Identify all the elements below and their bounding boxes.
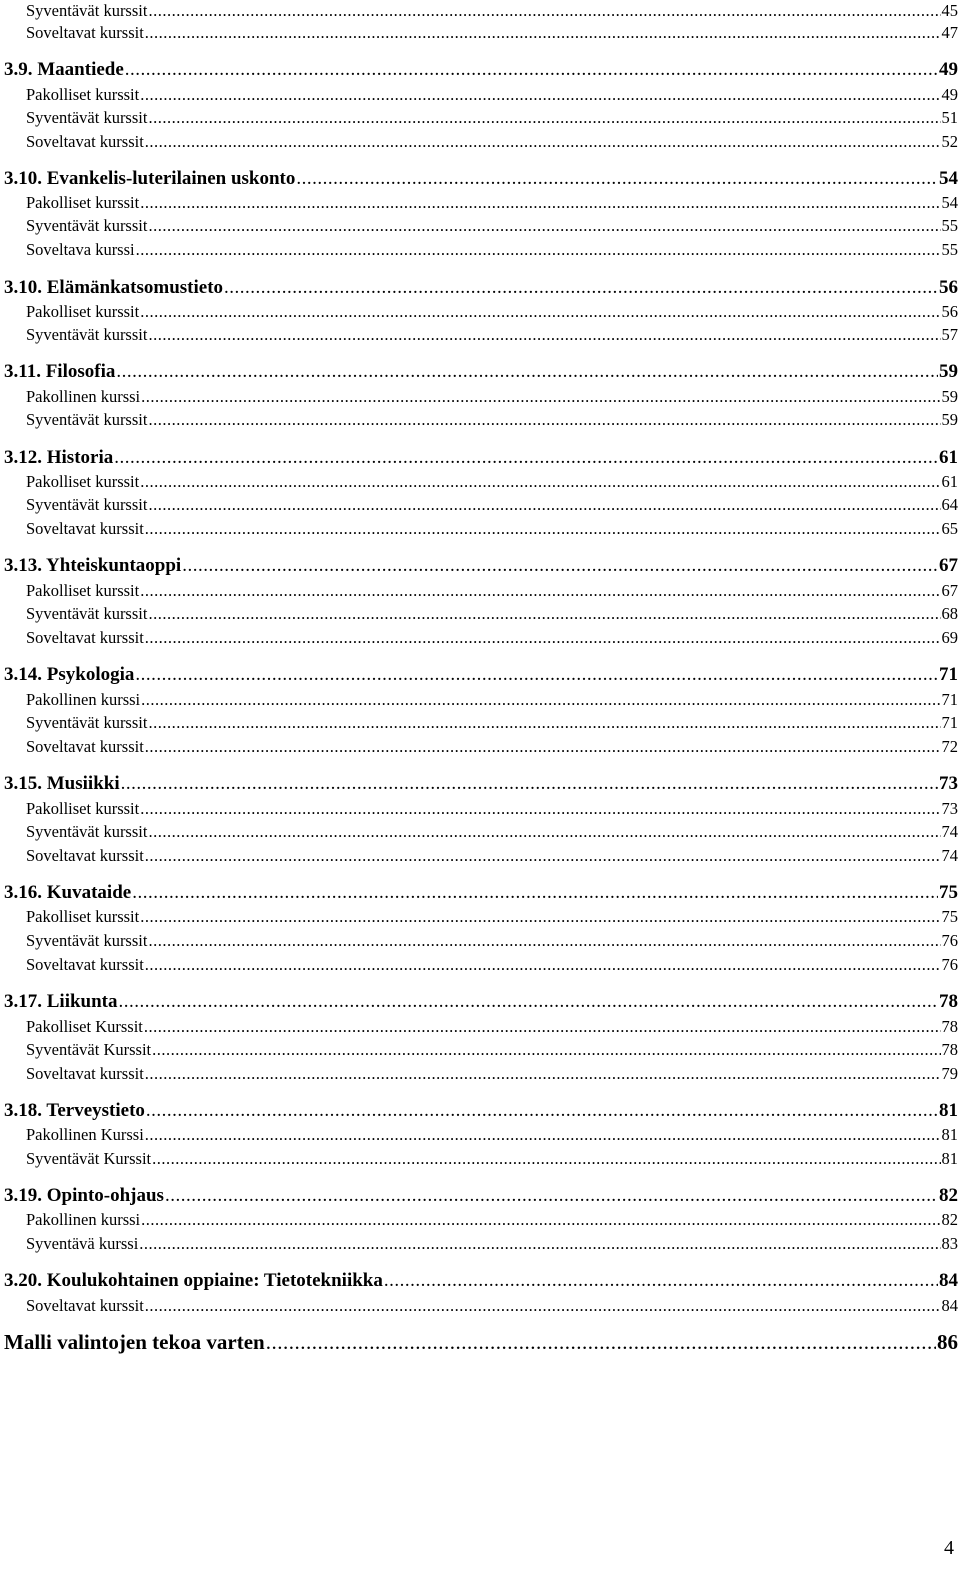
toc-entry-label: Malli valintojen tekoa varten [4, 1330, 265, 1354]
toc-section-entry[interactable] [4, 1268, 958, 1294]
toc-subentry[interactable] [26, 1148, 958, 1170]
toc-entry-page: 49 [941, 85, 958, 104]
dot-leader [182, 553, 938, 579]
toc-entry-label: Soveltavat kurssit [26, 132, 144, 151]
dot-leader [132, 880, 938, 906]
dot-leader [148, 930, 940, 952]
dot-leader [148, 603, 940, 625]
toc-entry-label: Pakolliset kurssit [26, 472, 140, 491]
toc-entry-label: Pakolliset kurssit [26, 799, 140, 818]
dot-leader [121, 771, 938, 797]
toc-entry-page: 56 [939, 277, 958, 298]
toc-entry-label: Syventävät kurssit [26, 713, 148, 732]
toc-entry-label: Syventävät kurssit [26, 931, 148, 950]
dot-leader [145, 954, 941, 976]
toc-entry-page: 57 [941, 325, 958, 344]
toc-entry-page: 49 [939, 59, 958, 80]
toc-subentry[interactable] [26, 798, 958, 820]
dot-leader [145, 22, 941, 44]
toc-subentry[interactable] [26, 1063, 958, 1085]
toc-subentry[interactable] [26, 627, 958, 649]
toc-subentry[interactable] [26, 1209, 958, 1231]
dot-leader [140, 301, 940, 323]
toc-entry-page: 59 [941, 387, 958, 406]
dot-leader [144, 1016, 941, 1038]
toc-subentry[interactable] [26, 131, 958, 153]
toc-entry-page: 81 [941, 1125, 958, 1144]
toc-entry-label: 3.15. Musiikki [4, 773, 120, 794]
dot-leader [135, 662, 938, 688]
toc-entry-label: Syventävät kurssit [26, 1, 148, 20]
toc-entry-label: Syventävät kurssit [26, 822, 148, 841]
toc-subentry[interactable] [26, 603, 958, 625]
toc-subentry[interactable] [26, 821, 958, 843]
toc-entry-page: 86 [937, 1330, 958, 1354]
dot-leader [152, 1148, 940, 1170]
toc-entry-label: Pakolliset Kurssit [26, 1017, 143, 1036]
toc-entry-page: 69 [941, 628, 958, 647]
dot-leader [384, 1268, 938, 1294]
toc-entry-label: Pakolliset kurssit [26, 302, 140, 321]
toc-subentry[interactable] [26, 845, 958, 867]
toc-entry-page: 78 [941, 1017, 958, 1036]
toc-entry-label: 3.14. Psykologia [4, 664, 135, 685]
dot-leader [140, 580, 940, 602]
toc-entry-page: 65 [941, 519, 958, 538]
toc-entry-label: Soveltavat kurssit [26, 737, 144, 756]
toc-entry-page: 67 [939, 555, 958, 576]
toc-entry-label: Syventävät Kurssit [26, 1149, 152, 1168]
toc-entry-page: 84 [939, 1270, 958, 1291]
dot-leader [145, 518, 941, 540]
toc-entry-page: 73 [939, 773, 958, 794]
toc-entry-page: 81 [939, 1100, 958, 1121]
dot-leader [266, 1328, 936, 1356]
toc-subentry[interactable] [26, 1124, 958, 1146]
toc-subentry[interactable] [26, 1039, 958, 1061]
toc-entry-label: Soveltavat kurssit [26, 955, 144, 974]
dot-leader [152, 1039, 940, 1061]
toc-entry-label: Pakolliset kurssit [26, 85, 140, 104]
toc-entry-page: 83 [941, 1234, 958, 1253]
toc-entry-page: 47 [941, 23, 958, 42]
dot-leader [140, 192, 940, 214]
toc-entry-page: 55 [941, 240, 958, 259]
dot-leader [140, 471, 940, 493]
toc-subentry[interactable] [26, 409, 958, 431]
toc-entry-page: 51 [941, 108, 958, 127]
toc-entry-label: Syventävät kurssit [26, 325, 148, 344]
toc-entry-label: Syventävä kurssi [26, 1234, 139, 1253]
toc-subentry[interactable] [26, 386, 958, 408]
toc-entry-label: 3.18. Terveystieto [4, 1100, 145, 1121]
toc-section-entry[interactable] [4, 880, 958, 906]
dot-leader [140, 798, 940, 820]
toc-entry-label: Pakollinen Kurssi [26, 1125, 144, 1144]
dot-leader [148, 494, 940, 516]
toc-subentry[interactable] [26, 906, 958, 928]
dot-leader [148, 107, 940, 129]
toc-section-entry[interactable] [4, 445, 958, 471]
toc-subentry[interactable] [26, 215, 958, 237]
toc-entry-label: Soveltavat kurssit [26, 1296, 144, 1315]
dot-leader [224, 275, 938, 301]
toc-entry-label: Pakollinen kurssi [26, 387, 141, 406]
toc-entry-label: Syventävät kurssit [26, 108, 148, 127]
toc-section-entry[interactable] [4, 57, 958, 83]
toc-entry-page: 75 [941, 907, 958, 926]
toc-section-entry[interactable] [4, 1098, 958, 1124]
toc-entry-page: 74 [941, 846, 958, 865]
toc-section-entry[interactable] [4, 359, 958, 385]
toc-entry-label: Pakolliset kurssit [26, 581, 140, 600]
toc-entry-label: 3.9. Maantiede [4, 59, 124, 80]
toc-section-entry[interactable] [4, 662, 958, 688]
toc-entry-page: 56 [941, 302, 958, 321]
toc-entry-page: 79 [941, 1064, 958, 1083]
dot-leader [119, 989, 938, 1015]
dot-leader [148, 712, 940, 734]
toc-chapter-entry[interactable] [4, 1328, 958, 1356]
toc-entry-label: Pakolliset kurssit [26, 193, 140, 212]
dot-leader [145, 627, 941, 649]
toc-entry-label: 3.17. Liikunta [4, 991, 118, 1012]
toc-subentry[interactable] [26, 0, 958, 22]
toc-entry-label: Pakollinen kurssi [26, 1210, 141, 1229]
toc-entry-page: 76 [941, 955, 958, 974]
toc-entry-page: 76 [941, 931, 958, 950]
dot-leader [145, 1063, 941, 1085]
dot-leader [148, 0, 940, 22]
toc-entry-page: 78 [939, 991, 958, 1012]
toc-entry-page: 59 [939, 361, 958, 382]
toc-subentry[interactable] [26, 518, 958, 540]
dot-leader [148, 324, 940, 346]
toc-entry-page: 67 [941, 581, 958, 600]
toc-entry-page: 45 [941, 1, 958, 20]
dot-leader [148, 821, 940, 843]
dot-leader [125, 57, 938, 83]
toc-entry-label: 3.19. Opinto-ohjaus [4, 1185, 164, 1206]
toc-subentry[interactable] [26, 471, 958, 493]
dot-leader [141, 386, 940, 408]
toc-subentry[interactable] [26, 1233, 958, 1255]
toc-subentry[interactable] [26, 301, 958, 323]
page-number: 4 [944, 1537, 954, 1559]
dot-leader [146, 1098, 938, 1124]
toc-entry-page: 68 [941, 604, 958, 623]
toc-subentry[interactable] [26, 580, 958, 602]
toc-subentry[interactable] [26, 324, 958, 346]
toc-entry-label: 3.20. Koulukohtainen oppiaine: Tietotekniikka [4, 1270, 383, 1291]
toc-entry-label: Soveltavat kurssit [26, 846, 144, 865]
toc-entry-page: 54 [939, 168, 958, 189]
toc-entry-label: Soveltavat kurssit [26, 23, 144, 42]
toc-entry-page: 72 [941, 737, 958, 756]
dot-leader [114, 445, 938, 471]
toc-entry-label: 3.13. Yhteiskuntaoppi [4, 555, 182, 576]
toc-section-entry[interactable] [4, 771, 958, 797]
toc-entry-label: Syventävät kurssit [26, 410, 148, 429]
toc-subentry[interactable] [26, 712, 958, 734]
toc-entry-page: 71 [939, 664, 958, 685]
toc-entry-page: 81 [941, 1149, 958, 1168]
toc-section-entry[interactable] [4, 989, 958, 1015]
toc-entry-label: Soveltavat kurssit [26, 1064, 144, 1083]
toc-section-entry[interactable] [4, 166, 958, 192]
toc-entry-page: 82 [941, 1210, 958, 1229]
toc-entry-page: 55 [941, 216, 958, 235]
dot-leader [145, 131, 941, 153]
toc-entry-page: 75 [939, 882, 958, 903]
toc-entry-label: Soveltavat kurssit [26, 519, 144, 538]
toc-entry-page: 54 [941, 193, 958, 212]
toc-entry-page: 71 [941, 713, 958, 732]
dot-leader [141, 689, 940, 711]
toc-entry-label: 3.10. Evankelis-luterilainen uskonto [4, 168, 296, 189]
toc-section-entry[interactable] [4, 1183, 958, 1209]
dot-leader [145, 1295, 941, 1317]
dot-leader [165, 1183, 938, 1209]
toc-entry-label: Syventävät kurssit [26, 604, 148, 623]
dot-leader [139, 1233, 940, 1255]
toc-entry-label: Pakolliset kurssit [26, 907, 140, 926]
toc-subentry[interactable] [26, 954, 958, 976]
toc-subentry[interactable] [26, 930, 958, 952]
toc-entry-page: 78 [941, 1040, 958, 1059]
toc-entry-page: 52 [941, 132, 958, 151]
toc-entry-page: 73 [941, 799, 958, 818]
dot-leader [148, 215, 940, 237]
toc-entry-label: Syventävät Kurssit [26, 1040, 152, 1059]
toc-entry-page: 61 [941, 472, 958, 491]
toc-entry-label: Pakollinen kurssi [26, 690, 141, 709]
toc-entry-label: Syventävät kurssit [26, 495, 148, 514]
dot-leader [148, 409, 940, 431]
toc-subentry[interactable] [26, 736, 958, 758]
toc-entry-label: 3.12. Historia [4, 447, 114, 468]
toc-subentry[interactable] [26, 494, 958, 516]
toc-entry-label: 3.11. Filosofia [4, 361, 116, 382]
toc-entry-page: 74 [941, 822, 958, 841]
toc-entry-page: 82 [939, 1185, 958, 1206]
toc-subentry[interactable] [26, 107, 958, 129]
toc-subentry[interactable] [26, 1016, 958, 1038]
toc-entry-page: 64 [941, 495, 958, 514]
dot-leader [145, 845, 941, 867]
toc-entry-label: Syventävät kurssit [26, 216, 148, 235]
dot-leader [145, 736, 941, 758]
toc-entry-page: 84 [941, 1296, 958, 1315]
toc-subentry[interactable] [26, 84, 958, 106]
toc-entry-page: 71 [941, 690, 958, 709]
toc-entry-label: Soveltavat kurssit [26, 628, 144, 647]
toc-subentry[interactable] [26, 239, 958, 261]
toc-entry-label: 3.16. Kuvataide [4, 882, 132, 903]
toc-entry-page: 59 [941, 410, 958, 429]
toc-section-entry[interactable] [4, 275, 958, 301]
dot-leader [296, 166, 938, 192]
dot-leader [145, 1124, 941, 1146]
toc-section-entry[interactable] [4, 553, 958, 579]
toc-subentry[interactable] [26, 1295, 958, 1317]
dot-leader [140, 906, 940, 928]
toc-entry-page: 61 [939, 447, 958, 468]
toc-subentry[interactable] [26, 689, 958, 711]
toc-entry-label: 3.10. Elämänkatsomustieto [4, 277, 224, 298]
dot-leader [141, 1209, 940, 1231]
toc-subentry[interactable] [26, 22, 958, 44]
dot-leader [136, 239, 941, 261]
toc-subentry[interactable] [26, 192, 958, 214]
dot-leader [116, 359, 938, 385]
toc-entry-label: Soveltava kurssi [26, 240, 135, 259]
dot-leader [140, 84, 940, 106]
